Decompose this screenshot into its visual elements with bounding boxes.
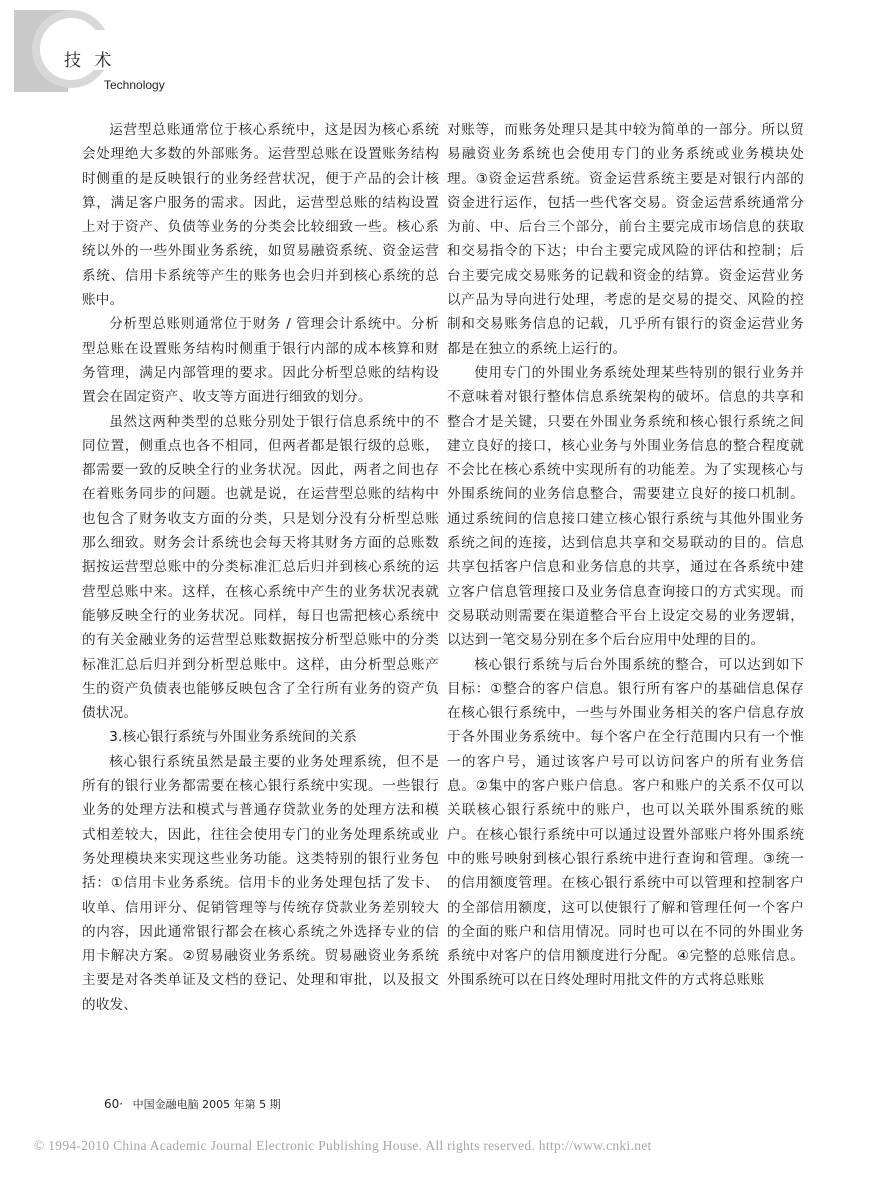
left-text-column bbox=[82, 118, 439, 1017]
right-text-column bbox=[447, 118, 804, 993]
page-number: 60· bbox=[104, 1097, 124, 1111]
paragraph: 核心银行系统与后台外围系统的整合，可以达到如下目标：①整合的客户信息。银行所有客户的基础信息保存在核心银行系统中，一些与外围业务相关的客户信息存放于各外围业务系统中。每个客户在全行范围内只有一个惟一的客户号，通过该客户号可以访问客户的所有业务信息。②集中的客户账户信息。客户和账户的关系不仅可以关联核心银行系统中的账户，也可以关联外围系统的账户。在核心银行系统中可以通过设置外部账户将外围系统中的账号映射到核心银行系统中进行查询和管理。③统一的信用额度管理。在核心银行系统中可以管理和控制客户的全部信用额度，这可以使银行了解和管理任何一个客户的全面的账户和信用情况。同时也可以在不同的外围业务系统中对客户的信用额度进行分配。④完整的总账信息。外围系统可以在日终处理时用批文件的方式将总账账 bbox=[447, 656, 804, 989]
paragraph: 使用专门的外围业务系统处理某些特别的银行业务并不意味着对银行整体信息系统架构的破坏。信息的共享和整合才是关键，只要在外围业务系统和核心银行系统之间建立良好的接口，核心业务与外围业务信息的整合程度就不会比在核心系统中实现所有的功能差。为了实现核心与外围系统间的业务信息整合，需要建立良好的接口机制。通过系统间的信息接口建立核心银行系统与其他外围业务系统之间的连接，达到信息共享和交易联动的目的。信息共享包括客户信息和业务信息的共享，通过在各系统中建立客户信息管理接口及业务信息查询接口的方式实现。而交易联动则需要在渠道整合平台上设定交易的业务逻辑，以达到一笔交易分别在多个后台应用中处理的目的。 bbox=[447, 364, 804, 649]
paragraph: 虽然这两种类型的总账分别处于银行信息系统中的不同位置，侧重点也各不相同，但两者都是银行级的总账，都需要一致的反映全行的业务状况。因此，两者之间也存在着账务同步的问题。也就是说，在运营型总账的结构中也包含了财务收支方面的分类，只是划分没有分析型总账那么细致。财务会计系统也会每天将其财务方面的总账数据按运营型总账中的分类标准汇总后归并到核心系统的运营型总账中来。这样，在核心系统中产生的业务状况表就能够反映全行的业务状况。同样，每日也需把核心系统中的有关金融业务的运营型总账数据按分析型总账中的分类标准汇总后归并到分析型总账中。这样，由分析型总账产生的资产负债表也能够反映包含了全行所有业务的资产负债状况。 bbox=[82, 413, 439, 722]
paragraph: 分析型总账则通常位于财务 / 管理会计系统中。分析型总账在设置账务结构时侧重于银行内部的成本核算和财务管理，满足内部管理的要求。因此分析型总账的结构设置会在固定资产、收支等方面进行细致的划分。 bbox=[82, 316, 439, 406]
copyright-notice: © 1994-2010 China Academic Journal Electronic Publishing House. All rights reserved. http://www.cnki.net bbox=[34, 1138, 652, 1153]
paragraph-continued: 对账等，而账务处理只是其中较为简单的一部分。所以贸易融资业务系统也会使用专门的业务系统或业务模块处理。③资金运营系统。资金运营系统主要是对银行内部的资金进行运作，包括一些代客交易。资金运营系统通常分为前、中、后台三个部分，前台主要完成市场信息的获取和交易指令的下达；中台主要完成风险的评估和控制；后台主要完成交易账务的记载和资金的结算。资金运营业务以产品为导向进行处理，考虑的是交易的提交、风险的控制和交易账务信息的记载，几乎所有银行的资金运营业务都是在独立的系统上运行的。 bbox=[447, 122, 804, 357]
journal-issue: 中国金融电脑 2005 年第 5 期 bbox=[132, 1098, 281, 1111]
section-title-en: Technology bbox=[104, 78, 165, 92]
page-footer bbox=[104, 1096, 281, 1112]
section-title-zh: 技 术 bbox=[64, 51, 116, 71]
paragraph: 核心银行系统虽然是最主要的业务处理系统，但不是所有的银行业务都需要在核心银行系统中实现。一些银行业务的处理方法和模式与普通存贷款业务的处理方法和模式相差较大，因此，往往会使用专门的业务处理系统或业务处理模块来实现这些业务功能。这类特别的银行业务包括：①信用卡业务系统。信用卡的业务处理包括了发卡、收单、信用评分、促销管理等与传统存贷款业务差别较大的内容，因此通常银行都会在核心系统之外选择专业的信用卡解决方案。②贸易融资业务系统。贸易融资业务系统主要是对各类单证及文档的登记、处理和审批，以及报文的收发、 bbox=[82, 753, 439, 1013]
section-heading: 3.核心银行系统与外围业务系统间的关系 bbox=[109, 729, 358, 746]
paragraph: 运营型总账通常位于核心系统中，这是因为核心系统会处理绝大多数的外部账务。运营型总账在设置账务结构时侧重的是反映银行的业务经营状况，便于产品的会计核算，满足客户服务的需求。因此，运营型总账的结构设置上对于资产、负债等业务的分类会比较细致一些。核心系统以外的一些外围业务系统，如贸易融资系统、资金运营系统、信用卡系统等产生的账务也会归并到核心系统的总账中。 bbox=[82, 122, 439, 309]
